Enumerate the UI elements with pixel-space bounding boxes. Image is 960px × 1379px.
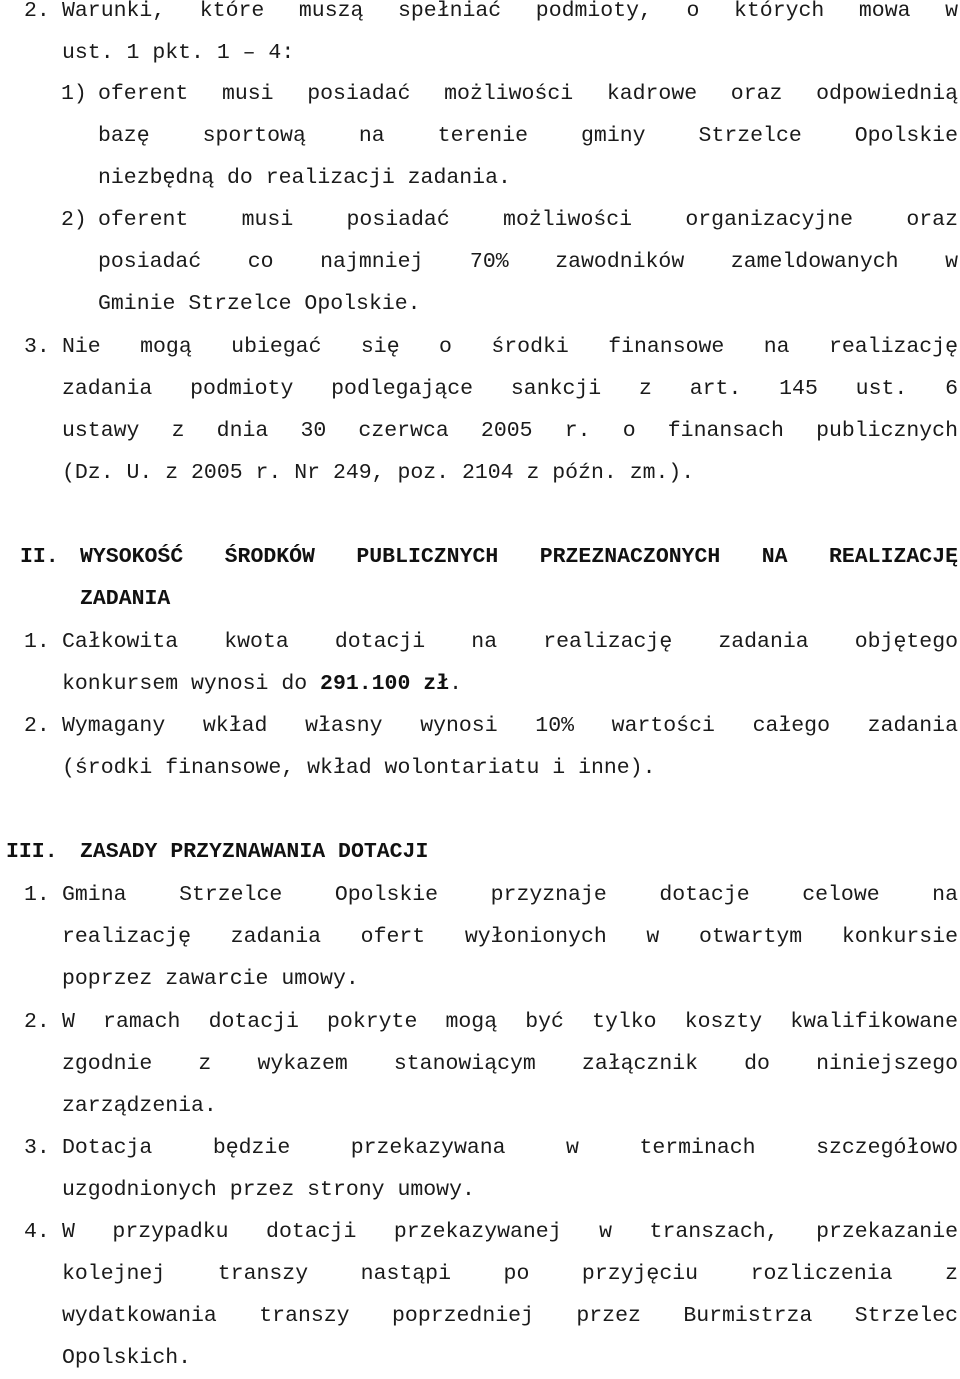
list-number: 2. [24,714,50,738]
text-line [62,663,958,705]
text-line: bazę sportową na terenie gminy Strzelce Opolskie [98,124,958,148]
text-line: Opolskich. [62,1346,192,1370]
text-line: ustawy z dnia 30 czerwca 2005 r. o finansach publicznych [62,419,958,443]
text-line: uzgodnionych przez strony umowy. [62,1178,475,1202]
sub-number: 1) [61,82,87,106]
section-number: II. [20,545,59,569]
grant-amount: 291.100 zł [320,672,450,696]
text-line: zarządzenia. [62,1094,217,1118]
list-number: 2. [24,1010,50,1034]
list-item-text [62,1127,958,1211]
text-line: oferent musi posiadać możliwości kadrowe oraz odpowiednią [98,82,958,106]
sub-item-text [98,73,958,199]
list-item-text [62,874,958,1000]
list-number: 2. [24,0,50,23]
text-line: poprzez zawarcie umowy. [62,967,359,991]
list-number: 3. [24,1136,50,1160]
list-item-text [62,621,958,705]
list-item-text [62,0,958,74]
text-line: Nie mogą ubiegać się o środki finansowe na realizację [62,335,958,359]
text-line: W przypadku dotacji przekazywanej w transzach, przekazanie [62,1220,958,1244]
text-line: Całkowita kwota dotacji na realizację zadania objętego [62,630,958,654]
text-line: zadania podmioty podlegające sankcji z art. 145 ust. 6 [62,377,958,401]
text-fragment: . [449,672,462,696]
text-line: (środki finansowe, wkład wolontariatu i inne). [62,756,656,780]
sub-number: 2) [61,208,87,232]
section-title [80,536,958,620]
list-item-text [62,705,958,789]
text-line: kolejnej transzy nastąpi po przyjęciu rozliczenia z [62,1262,958,1286]
title-line: WYSOKOŚĆ ŚRODKÓW PUBLICZNYCH PRZEZNACZONYCH NA REALIZACJĘ [80,545,958,569]
list-number: 1. [24,630,50,654]
title-line: ZADANIA [80,587,171,611]
title-line: ZASADY PRZYZNAWANIA DOTACJI [80,840,429,864]
text-line: Wymagany wkład własny wynosi 10% wartości całego zadania [62,714,958,738]
list-number: 1. [24,883,50,907]
text-line: oferent musi posiadać możliwości organizacyjne oraz [98,208,958,232]
text-line: ust. 1 pkt. 1 – 4: [62,41,295,65]
text-line: Dotacja będzie przekazywana w terminach szczegółowo [62,1136,958,1160]
text-line: niezbędną do realizacji zadania. [98,166,511,190]
list-item-text [62,1001,958,1127]
text-line: Gminie Strzelce Opolskie. [98,292,421,316]
list-item-text [62,1211,958,1379]
text-line: Gmina Strzelce Opolskie przyznaje dotacje celowe na [62,883,958,907]
sub-item-text [98,199,958,325]
text-line: realizację zadania ofert wyłonionych w otwartym konkursie [62,925,958,949]
list-number: 4. [24,1220,50,1244]
section-title [80,831,958,873]
text-line: Warunki, które muszą spełniać podmioty, o których mowa w [62,0,958,23]
list-number: 3. [24,335,50,359]
text-line: W ramach dotacji pokryte mogą być tylko koszty kwalifikowane [62,1010,958,1034]
text-line: posiadać co najmniej 70% zawodników zameldowanych w [98,250,958,274]
text-line: wydatkowania transzy poprzedniej przez Burmistrza Strzelec [62,1304,958,1328]
list-item-text [62,326,958,494]
text-fragment: konkursem wynosi do [62,672,321,696]
text-line: zgodnie z wykazem stanowiącym załącznik do niniejszego [62,1052,958,1076]
section-number: III. [6,840,58,864]
text-line: (Dz. U. z 2005 r. Nr 249, poz. 2104 z późn. zm.). [62,461,695,485]
